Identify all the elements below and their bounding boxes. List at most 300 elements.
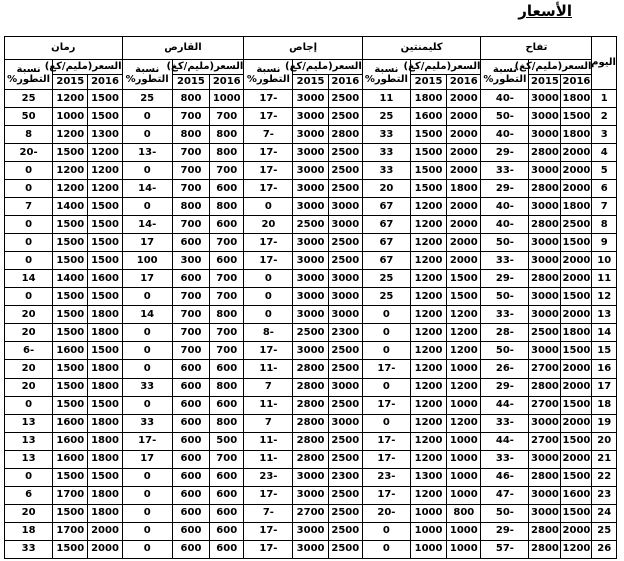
price-2016-cell: 1200	[447, 306, 481, 324]
price-2015-cell: 600	[172, 396, 209, 414]
day-cell: 20	[592, 432, 617, 450]
price-2016-cell: 2000	[561, 252, 592, 270]
rate-cell: -8	[244, 324, 293, 342]
rate-cell: -29	[481, 522, 529, 540]
price-2015-cell: 1200	[410, 306, 446, 324]
price-2016-cell: 2000	[447, 144, 481, 162]
price-2015-cell: 1000	[410, 522, 446, 540]
table-body	[5, 90, 617, 559]
price-2015-cell: 3000	[529, 288, 561, 306]
table-row	[5, 216, 617, 234]
price-2015-cell: 1800	[410, 90, 446, 108]
price-2015-cell: 2800	[529, 540, 561, 558]
price-2016-cell: 600	[210, 396, 244, 414]
rate-cell: -23	[362, 468, 410, 486]
day-cell: 9	[592, 234, 617, 252]
rate-cell: -50	[481, 504, 529, 522]
rate-cell: 17	[122, 270, 172, 288]
rate-cell: -17	[244, 342, 293, 360]
price-2015-cell: 2800	[529, 270, 561, 288]
price-2016-cell: 1800	[88, 360, 122, 378]
price-2015-cell: 1200	[53, 90, 88, 108]
table-row	[5, 270, 617, 288]
rate-cell: -7	[244, 504, 293, 522]
price-2015-cell: 1000	[410, 504, 446, 522]
rate-header-line2: التطور%	[364, 73, 408, 85]
rate-cell: -17	[244, 162, 293, 180]
rate-cell: 50	[5, 108, 53, 126]
price-2016-cell: 800	[447, 504, 481, 522]
table-row	[5, 540, 617, 558]
price-2015-cell: 1500	[53, 234, 88, 252]
price-2016-cell: 2500	[328, 360, 362, 378]
price-2015-cell: 3000	[293, 234, 328, 252]
prices-table	[4, 36, 617, 559]
price-2016-cell: 3000	[328, 216, 362, 234]
price-2015-cell: 1500	[53, 288, 88, 306]
rate-cell: -17	[244, 486, 293, 504]
rate-cell: 0	[5, 216, 53, 234]
day-cell: 26	[592, 540, 617, 558]
rate-cell: 17	[122, 234, 172, 252]
price-2016-cell: 1500	[561, 396, 592, 414]
rate-cell: 100	[122, 252, 172, 270]
price-2016-cell: 2500	[328, 396, 362, 414]
price-2016-cell: 800	[210, 306, 244, 324]
rate-cell: -6	[5, 342, 53, 360]
price-2015-cell: 2700	[293, 504, 328, 522]
rate-cell: -11	[244, 432, 293, 450]
price-2015-cell: 1400	[53, 198, 88, 216]
rate-cell: 0	[122, 126, 172, 144]
day-cell: 16	[592, 360, 617, 378]
rate-header-line2: التطور%	[7, 73, 51, 85]
price-2015-cell: 600	[172, 522, 209, 540]
rate-cell: -17	[244, 90, 293, 108]
price-2016-cell: 1500	[88, 252, 122, 270]
rate-cell: -26	[481, 360, 529, 378]
rate-cell: -40	[481, 90, 529, 108]
price-2016-cell: 700	[210, 450, 244, 468]
price-2015-cell: 1200	[410, 342, 446, 360]
price-2015-cell: 1200	[410, 432, 446, 450]
price-2015-cell: 3000	[293, 126, 328, 144]
price-2016-cell: 2000	[447, 198, 481, 216]
rate-cell: 17	[122, 450, 172, 468]
price-2016-cell: 2000	[447, 126, 481, 144]
price-2016-cell: 2000	[447, 162, 481, 180]
rate-cell: 20	[5, 306, 53, 324]
year-header: 2015	[529, 75, 561, 90]
price-2015-cell: 1500	[53, 468, 88, 486]
table-row	[5, 162, 617, 180]
price-2015-cell: 1200	[53, 126, 88, 144]
price-2015-cell: 1200	[410, 378, 446, 396]
fruit-header: تفاح	[481, 37, 592, 60]
rate-cell: 13	[5, 414, 53, 432]
price-2016-cell: 800	[210, 126, 244, 144]
day-cell: 13	[592, 306, 617, 324]
rate-cell: -28	[481, 324, 529, 342]
price-2016-cell: 2500	[328, 540, 362, 558]
price-2016-cell: 1500	[88, 90, 122, 108]
price-2016-cell: 2500	[328, 522, 362, 540]
price-2015-cell: 3000	[529, 126, 561, 144]
price-2016-cell: 1200	[447, 378, 481, 396]
rate-cell: -17	[362, 360, 410, 378]
price-2015-cell: 800	[172, 90, 209, 108]
day-header: اليوم	[592, 37, 617, 90]
price-2015-cell: 700	[172, 162, 209, 180]
rate-cell: -17	[362, 432, 410, 450]
rate-cell: 20	[5, 504, 53, 522]
price-2016-cell: 3000	[328, 378, 362, 396]
rate-cell: 0	[5, 162, 53, 180]
rate-cell: 0	[122, 540, 172, 558]
price-2016-cell: 1500	[447, 270, 481, 288]
day-cell: 25	[592, 522, 617, 540]
day-cell: 18	[592, 396, 617, 414]
table-row	[5, 306, 617, 324]
price-2016-cell: 700	[210, 234, 244, 252]
price-2016-cell: 3000	[328, 270, 362, 288]
rate-cell: -17	[244, 144, 293, 162]
price-2016-cell: 2000	[561, 378, 592, 396]
price-2015-cell: 2700	[529, 432, 561, 450]
price-2016-cell: 1000	[210, 90, 244, 108]
price-2016-cell: 1600	[88, 270, 122, 288]
price-2015-cell: 3000	[529, 162, 561, 180]
day-cell: 3	[592, 126, 617, 144]
price-2016-cell: 1800	[88, 450, 122, 468]
price-2015-cell: 3000	[529, 450, 561, 468]
day-cell: 17	[592, 378, 617, 396]
price-2016-cell: 3000	[328, 414, 362, 432]
price-header: السعر(مليم/كغ)	[410, 60, 480, 75]
day-cell: 11	[592, 270, 617, 288]
day-cell: 7	[592, 198, 617, 216]
price-2016-cell: 1000	[447, 396, 481, 414]
price-header: السعر(مليم/كغ)	[293, 60, 362, 75]
price-2016-cell: 3000	[328, 306, 362, 324]
price-2015-cell: 3000	[293, 144, 328, 162]
day-cell: 22	[592, 468, 617, 486]
price-2015-cell: 1200	[53, 180, 88, 198]
price-2016-cell: 2500	[328, 180, 362, 198]
rate-cell: 0	[362, 324, 410, 342]
table-row	[5, 360, 617, 378]
price-2015-cell: 1000	[53, 108, 88, 126]
day-cell: 4	[592, 144, 617, 162]
table-row	[5, 198, 617, 216]
rate-cell: 67	[362, 252, 410, 270]
rate-cell: 33	[362, 126, 410, 144]
price-2016-cell: 1500	[561, 288, 592, 306]
table-row	[5, 234, 617, 252]
rate-cell: -29	[481, 144, 529, 162]
rate-cell: 14	[5, 270, 53, 288]
rate-cell: -17	[244, 252, 293, 270]
rate-cell: -20	[362, 504, 410, 522]
price-2015-cell: 2500	[293, 324, 328, 342]
rate-cell: 13	[5, 450, 53, 468]
price-2016-cell: 1500	[88, 468, 122, 486]
price-2016-cell: 1200	[88, 180, 122, 198]
price-2016-cell: 2500	[328, 504, 362, 522]
price-2016-cell: 1500	[561, 504, 592, 522]
price-2016-cell: 1500	[88, 216, 122, 234]
rate-cell: -33	[481, 162, 529, 180]
price-2015-cell: 700	[172, 108, 209, 126]
price-2015-cell: 1600	[53, 450, 88, 468]
price-2016-cell: 1500	[561, 468, 592, 486]
price-2016-cell: 700	[210, 342, 244, 360]
price-2016-cell: 1000	[447, 486, 481, 504]
rate-header-line2: التطور%	[125, 73, 169, 85]
table-row	[5, 396, 617, 414]
rate-cell: -33	[481, 252, 529, 270]
rate-cell: 0	[5, 180, 53, 198]
rate-cell: -33	[481, 306, 529, 324]
price-2016-cell: 1000	[447, 360, 481, 378]
price-2015-cell: 1500	[53, 216, 88, 234]
day-cell: 1	[592, 90, 617, 108]
price-2015-cell: 1600	[53, 432, 88, 450]
price-2015-cell: 3000	[529, 198, 561, 216]
price-2015-cell: 1500	[53, 252, 88, 270]
table-row	[5, 252, 617, 270]
price-2015-cell: 700	[172, 180, 209, 198]
rate-cell: 67	[362, 198, 410, 216]
rate-cell: 20	[362, 180, 410, 198]
price-2016-cell: 1300	[88, 126, 122, 144]
price-2016-cell: 600	[210, 180, 244, 198]
rate-header-line1: نسبة	[135, 63, 160, 75]
price-2016-cell: 1000	[447, 450, 481, 468]
price-2016-cell: 1200	[88, 144, 122, 162]
price-2015-cell: 1200	[410, 396, 446, 414]
rate-cell: 20	[5, 360, 53, 378]
price-2015-cell: 1600	[53, 342, 88, 360]
price-2015-cell: 3000	[529, 342, 561, 360]
year-header: 2016	[88, 75, 122, 90]
rate-cell: 25	[5, 90, 53, 108]
price-2016-cell: 1800	[561, 324, 592, 342]
price-2015-cell: 1700	[53, 522, 88, 540]
price-2016-cell: 1500	[561, 234, 592, 252]
rate-cell: -17	[122, 432, 172, 450]
price-2016-cell: 2000	[561, 360, 592, 378]
price-2016-cell: 800	[210, 414, 244, 432]
rate-cell: 13	[5, 432, 53, 450]
rate-cell: -17	[244, 180, 293, 198]
price-2015-cell: 2800	[529, 378, 561, 396]
price-2015-cell: 2800	[529, 180, 561, 198]
rate-header-line1: نسبة	[492, 63, 517, 75]
price-2015-cell: 2800	[529, 468, 561, 486]
price-2016-cell: 2300	[328, 324, 362, 342]
price-2015-cell: 3000	[293, 468, 328, 486]
price-2015-cell: 800	[172, 198, 209, 216]
price-2015-cell: 1200	[410, 198, 446, 216]
price-2016-cell: 2000	[447, 108, 481, 126]
day-cell: 5	[592, 162, 617, 180]
rate-header-line2: التطور%	[246, 73, 290, 85]
price-2016-cell: 600	[210, 522, 244, 540]
price-2016-cell: 600	[210, 486, 244, 504]
price-2016-cell: 600	[210, 360, 244, 378]
rate-cell: 0	[5, 396, 53, 414]
rate-cell: -17	[244, 540, 293, 558]
price-2016-cell: 2000	[88, 522, 122, 540]
rate-cell: 25	[362, 270, 410, 288]
price-2015-cell: 600	[172, 486, 209, 504]
price-2016-cell: 2000	[88, 540, 122, 558]
day-cell: 8	[592, 216, 617, 234]
day-cell: 24	[592, 504, 617, 522]
rate-cell: 0	[122, 360, 172, 378]
rate-cell: 33	[122, 414, 172, 432]
rate-cell: 0	[122, 288, 172, 306]
rate-cell: -46	[481, 468, 529, 486]
rate-cell: -14	[122, 216, 172, 234]
price-2016-cell: 1800	[561, 198, 592, 216]
price-2016-cell: 2000	[561, 144, 592, 162]
rate-cell: -44	[481, 432, 529, 450]
price-2016-cell: 1500	[561, 108, 592, 126]
price-2015-cell: 3000	[293, 522, 328, 540]
table-row	[5, 342, 617, 360]
price-2016-cell: 1800	[88, 306, 122, 324]
day-cell: 23	[592, 486, 617, 504]
price-2015-cell: 600	[172, 504, 209, 522]
price-2015-cell: 2800	[529, 144, 561, 162]
price-2015-cell: 1200	[410, 486, 446, 504]
price-2016-cell: 700	[210, 288, 244, 306]
price-2016-cell: 600	[210, 468, 244, 486]
price-2015-cell: 2800	[529, 522, 561, 540]
price-2015-cell: 1200	[410, 324, 446, 342]
table-row	[5, 324, 617, 342]
price-2016-cell: 1800	[88, 486, 122, 504]
price-2015-cell: 600	[172, 450, 209, 468]
rate-cell: 25	[122, 90, 172, 108]
price-2016-cell: 1200	[561, 540, 592, 558]
rate-header-line1: نسبة	[16, 63, 41, 75]
price-2016-cell: 1800	[88, 432, 122, 450]
price-2015-cell: 600	[172, 432, 209, 450]
rate-cell: 33	[122, 378, 172, 396]
price-2016-cell: 2500	[328, 432, 362, 450]
price-2015-cell: 1200	[410, 450, 446, 468]
price-2015-cell: 1200	[410, 414, 446, 432]
price-2015-cell: 1500	[410, 144, 446, 162]
price-2016-cell: 1800	[447, 180, 481, 198]
price-2015-cell: 3000	[293, 270, 328, 288]
rate-cell: 0	[122, 198, 172, 216]
year-header: 2015	[293, 75, 328, 90]
rate-cell: -14	[122, 180, 172, 198]
price-2015-cell: 1500	[53, 144, 88, 162]
price-2016-cell: 2500	[328, 252, 362, 270]
fruit-header: كليمنتين	[362, 37, 481, 60]
price-2015-cell: 2500	[293, 216, 328, 234]
year-header: 2015	[172, 75, 209, 90]
price-2016-cell: 2000	[447, 216, 481, 234]
page-title: الأسعار	[518, 2, 572, 20]
price-2016-cell: 1000	[447, 540, 481, 558]
rate-cell: 67	[362, 234, 410, 252]
price-2016-cell: 2500	[328, 108, 362, 126]
price-2016-cell: 1500	[561, 342, 592, 360]
day-cell: 6	[592, 180, 617, 198]
price-2015-cell: 1200	[410, 360, 446, 378]
rate-cell: -29	[481, 180, 529, 198]
rate-cell: 0	[122, 468, 172, 486]
rate-cell: -29	[481, 378, 529, 396]
rate-cell: 0	[122, 324, 172, 342]
price-2015-cell: 1600	[53, 414, 88, 432]
price-2016-cell: 1500	[88, 234, 122, 252]
rate-cell: -7	[244, 126, 293, 144]
price-2015-cell: 2800	[293, 432, 328, 450]
year-header: 2016	[210, 75, 244, 90]
price-2016-cell: 600	[210, 504, 244, 522]
rate-cell: -50	[481, 108, 529, 126]
price-2015-cell: 2500	[529, 324, 561, 342]
price-2015-cell: 1200	[410, 252, 446, 270]
price-2016-cell: 1200	[88, 162, 122, 180]
price-2016-cell: 1800	[88, 414, 122, 432]
price-2015-cell: 700	[172, 288, 209, 306]
rate-cell: -17	[244, 108, 293, 126]
price-2015-cell: 1500	[410, 162, 446, 180]
rate-cell: -50	[481, 342, 529, 360]
price-2015-cell: 600	[172, 468, 209, 486]
sub-header-row	[5, 60, 617, 75]
price-2015-cell: 600	[172, 234, 209, 252]
rate-cell: 0	[362, 342, 410, 360]
price-2016-cell: 2000	[447, 234, 481, 252]
rate-cell: 7	[5, 198, 53, 216]
price-2016-cell: 700	[210, 108, 244, 126]
fruit-header: إجاص	[244, 37, 363, 60]
price-2015-cell: 3000	[293, 306, 328, 324]
price-2016-cell: 1200	[447, 324, 481, 342]
price-2016-cell: 1500	[561, 432, 592, 450]
price-2016-cell: 700	[210, 324, 244, 342]
rate-cell: -23	[244, 468, 293, 486]
rate-cell: -40	[481, 126, 529, 144]
price-2015-cell: 2800	[293, 450, 328, 468]
price-2016-cell: 2500	[328, 486, 362, 504]
price-2015-cell: 700	[172, 342, 209, 360]
price-2015-cell: 1200	[410, 288, 446, 306]
rate-cell: -17	[362, 486, 410, 504]
price-2016-cell: 2500	[328, 90, 362, 108]
price-header: السعر(مليم/كغ)	[172, 60, 244, 75]
rate-cell: -13	[122, 144, 172, 162]
price-2015-cell: 1500	[53, 306, 88, 324]
rate-cell: 0	[122, 342, 172, 360]
price-2015-cell: 3000	[293, 342, 328, 360]
rate-cell: 0	[5, 252, 53, 270]
price-2015-cell: 2800	[293, 396, 328, 414]
year-header: 2016	[328, 75, 362, 90]
price-2015-cell: 700	[172, 306, 209, 324]
price-2016-cell: 1500	[447, 288, 481, 306]
fruit-header: رمان	[5, 37, 123, 60]
